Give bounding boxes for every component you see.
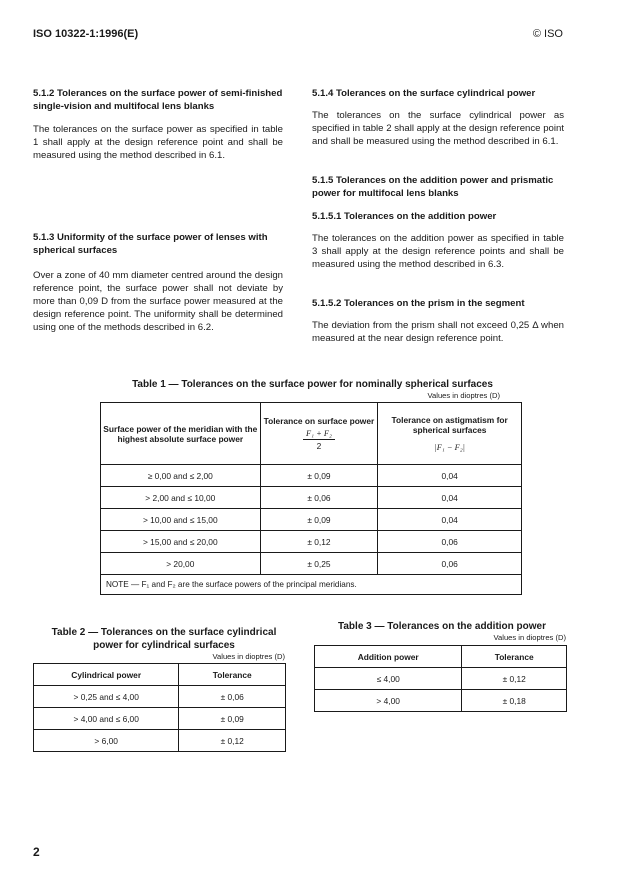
section-heading: 5.1.5.1 Tolerances on the addition power	[312, 211, 497, 222]
table2-units: Values in dioptres (D)	[212, 652, 285, 661]
table3	[314, 645, 567, 712]
table-cell: ± 0,12	[179, 730, 286, 752]
table-cell: ± 0,09	[179, 708, 286, 730]
section-body: Over a zone of 40 mm diameter centred around the design reference point, the surface power shall not deviate by more than 0,09 D from the surface power measured at the design reference point. The uniformity shall be determined using one of the methods described in 6.2.	[33, 270, 283, 333]
table1-header-astigmatism: Tolerance on astigmatism for spherical surfaces |F₁ − F₂|	[378, 403, 522, 465]
formula-numerator: F₁ + F₂	[303, 429, 335, 440]
table-row	[315, 690, 567, 712]
table-cell: ± 0,12	[260, 531, 378, 553]
table-cell: > 4,00 and ≤ 6,00	[34, 708, 179, 730]
section-body: The tolerances on the surface cylindrical power as specified in table 2 shall apply at the design reference point and shall be measured using the method described in 6.1.	[312, 110, 564, 147]
table-cell: 0,06	[378, 553, 522, 575]
section-5-1-3	[33, 231, 283, 334]
formula-denominator: 2	[316, 441, 322, 451]
document-id: ISO 10322-1:1996(E)	[33, 28, 139, 40]
section-heading: 5.1.4 Tolerances on the surface cylindrical power	[312, 88, 536, 99]
table1-header-tolerance: Tolerance on surface power $\frac{\text{F₁ + F₂}}{2}$	[260, 403, 378, 465]
table-cell: ≥ 0,00 and ≤ 2,00	[101, 465, 261, 487]
table-cell: ± 0,09	[260, 465, 378, 487]
table-row	[34, 686, 286, 708]
table-row	[101, 553, 522, 575]
table-cell: 0,04	[378, 465, 522, 487]
table-cell: ± 0,12	[462, 668, 567, 690]
table1-header-power: Surface power of the meridian with the highest absolute surface power	[101, 403, 261, 465]
table-cell: ± 0,09	[260, 509, 378, 531]
table1-caption: Table 1 — Tolerances on the surface power for nominally spherical surfaces	[132, 379, 493, 390]
table-cell: ± 0,25	[260, 553, 378, 575]
section-5-1-2	[33, 87, 283, 162]
section-heading: 5.1.5.2 Tolerances on the prism in the segment	[312, 298, 525, 309]
table-cell: > 2,00 and ≤ 10,00	[101, 487, 261, 509]
table-cell: > 6,00	[34, 730, 179, 752]
table2-header-power: Cylindrical power	[34, 664, 179, 686]
section-heading: 5.1.5 Tolerances on the addition power and prismatic power for multifocal lens blanks	[312, 175, 554, 199]
section-heading: 5.1.3 Uniformity of the surface power of lenses with spherical surfaces	[33, 232, 268, 256]
section-5-1-5-1	[312, 210, 564, 271]
table2-header-tolerance: Tolerance	[179, 664, 286, 686]
section-5-1-5	[312, 174, 564, 200]
table-cell: 0,04	[378, 509, 522, 531]
table-row	[101, 509, 522, 531]
table-row	[34, 708, 286, 730]
table3-caption: Table 3 — Tolerances on the addition power	[338, 621, 546, 632]
table2-caption-line1: Table 2 — Tolerances on the surface cylindrical	[51, 627, 277, 638]
table-cell: > 0,25 and ≤ 4,00	[34, 686, 179, 708]
table-cell: ± 0,06	[179, 686, 286, 708]
section-body: The deviation from the prism shall not exceed 0,25 Δ when measured at the near design reference point.	[312, 320, 564, 344]
table3-header-tolerance: Tolerance	[462, 646, 567, 668]
table-cell: > 4,00	[315, 690, 462, 712]
table-row	[315, 668, 567, 690]
table-cell: ± 0,06	[260, 487, 378, 509]
table-row	[34, 730, 286, 752]
table-cell: > 20,00	[101, 553, 261, 575]
table2	[33, 663, 286, 752]
page-number: 2	[33, 845, 40, 859]
table-cell: 0,06	[378, 531, 522, 553]
table1-units: Values in dioptres (D)	[427, 391, 500, 400]
table-row	[101, 465, 522, 487]
table-cell: ≤ 4,00	[315, 668, 462, 690]
astigmatism-formula: |F₁ − F₂|	[434, 443, 465, 452]
table-cell: > 15,00 and ≤ 20,00	[101, 531, 261, 553]
table2-caption-line2: power for cylindrical surfaces	[93, 640, 235, 651]
table3-header-power: Addition power	[315, 646, 462, 668]
section-body: The tolerances on the addition power as specified in table 3 shall apply at the design reference points and shall be measured using the method described in 6.3.	[312, 233, 564, 270]
table3-units: Values in dioptres (D)	[493, 633, 566, 642]
table-cell: 0,04	[378, 487, 522, 509]
section-body: The tolerances on the surface power as specified in table 1 shall apply at the design reference point and shall be measured using the method described in 6.1.	[33, 124, 283, 161]
table1	[100, 402, 522, 595]
table-row	[101, 487, 522, 509]
table-cell: > 10,00 and ≤ 15,00	[101, 509, 261, 531]
table-row	[101, 531, 522, 553]
table-cell: ± 0,18	[462, 690, 567, 712]
table1-note: NOTE — F₁ and F₂ are the surface powers of the principal meridians.	[101, 575, 522, 595]
section-5-1-4	[312, 87, 564, 148]
section-5-1-5-2	[312, 297, 564, 345]
copyright-mark: © ISO	[532, 28, 563, 40]
section-heading: 5.1.2 Tolerances on the surface power of semi-finished single-vision and multifocal lens blanks	[33, 88, 283, 112]
